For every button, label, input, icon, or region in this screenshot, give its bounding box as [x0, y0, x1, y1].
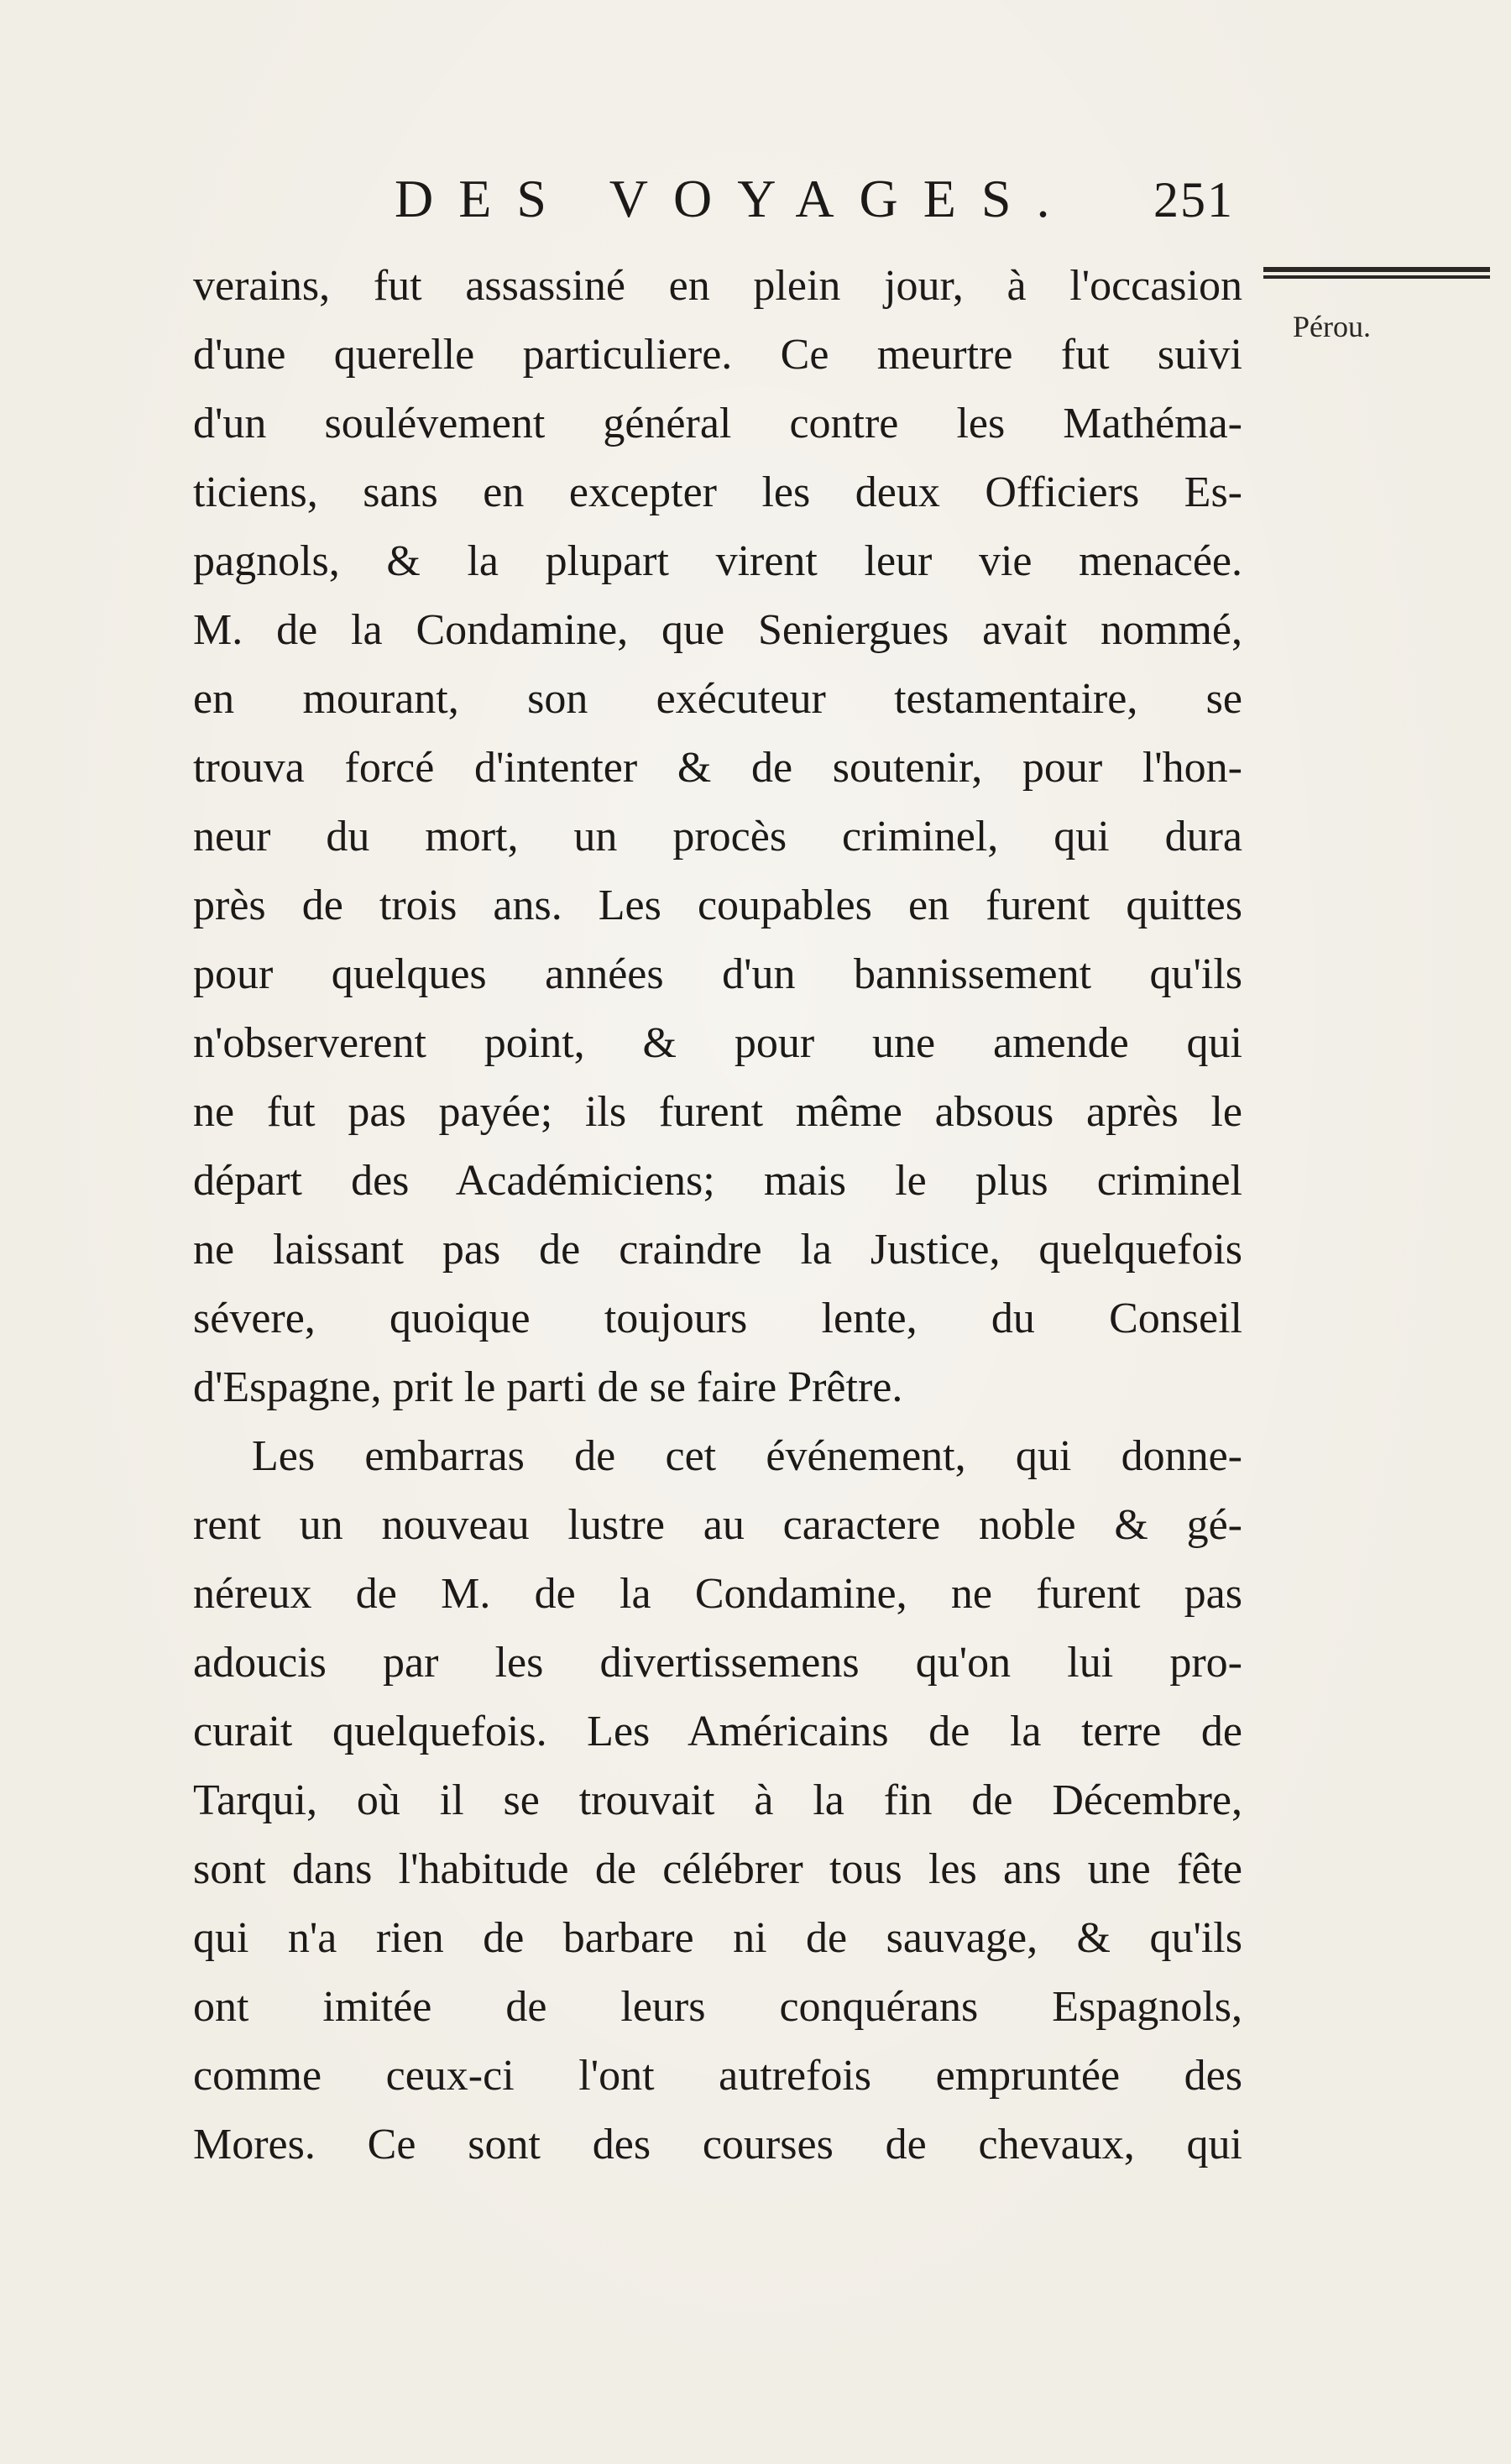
text-line: trouva forcé d'intenter & de soutenir, pour l'hon-: [193, 744, 1242, 792]
text-line: ont imitée de leurs conquérans Espagnols,: [193, 1983, 1242, 2031]
text-line: ne fut pas payée; ils furent même absous après le: [193, 1088, 1242, 1136]
text-line: neur du mort, un procès criminel, qui dura: [193, 813, 1242, 861]
text-line: pagnols, & la plupart virent leur vie menacée.: [193, 537, 1242, 585]
text-line: pour quelques années d'un bannissement qu'ils: [193, 950, 1242, 998]
text-line: sévere, quoique toujours lente, du Conseil: [193, 1295, 1242, 1342]
page-number: 251: [1153, 172, 1234, 228]
text-line: Mores. Ce sont des courses de chevaux, qui: [193, 2121, 1242, 2168]
text-line: départ des Académiciens; mais le plus criminel: [193, 1157, 1242, 1205]
text-line: Les embarras de cet événement, qui donne-: [252, 1432, 1242, 1480]
text-line: comme ceux-ci l'ont autrefois empruntée des: [193, 2052, 1242, 2100]
text-line: d'Espagne, prit le parti de se faire Prêtre.: [193, 1363, 903, 1411]
text-line: sont dans l'habitude de célébrer tous les ans une fête: [193, 1845, 1242, 1893]
margin-note: Pérou.: [1293, 310, 1371, 343]
text-line: curait quelquefois. Les Américains de la terre de: [193, 1708, 1242, 1755]
text-line: verains, fut assassiné en plein jour, à l'occasion: [193, 262, 1242, 310]
body-text: [193, 252, 1242, 2179]
text-line: qui n'a rien de barbare ni de sauvage, & qu'ils: [193, 1914, 1242, 1962]
text-line: n'observerent point, & pour une amende qui: [193, 1019, 1242, 1067]
margin-rule: [1263, 267, 1490, 279]
text-line: d'une querelle particuliere. Ce meurtre fut suivi: [193, 331, 1242, 379]
text-line: en mourant, son exécuteur testamentaire, se: [193, 675, 1242, 723]
text-line: ticiens, sans en excepter les deux Officiers Es-: [193, 468, 1242, 516]
text-line: M. de la Condamine, que Seniergues avait nommé,: [193, 606, 1242, 654]
text-line: près de trois ans. Les coupables en furent quittes: [193, 881, 1242, 929]
running-head: [395, 168, 1234, 243]
text-line: ne laissant pas de craindre la Justice, quelquefois: [193, 1226, 1242, 1274]
running-title: DES VOYAGES.: [395, 169, 1075, 228]
text-line: Tarqui, où il se trouvait à la fin de Décembre,: [193, 1776, 1242, 1824]
text-line: rent un nouveau lustre au caractere noble & gé-: [193, 1501, 1242, 1549]
text-line: néreux de M. de la Condamine, ne furent pas: [193, 1570, 1242, 1618]
text-line: d'un soulévement général contre les Mathéma-: [193, 400, 1242, 447]
text-line: adoucis par les divertissemens qu'on lui pro-: [193, 1639, 1242, 1687]
